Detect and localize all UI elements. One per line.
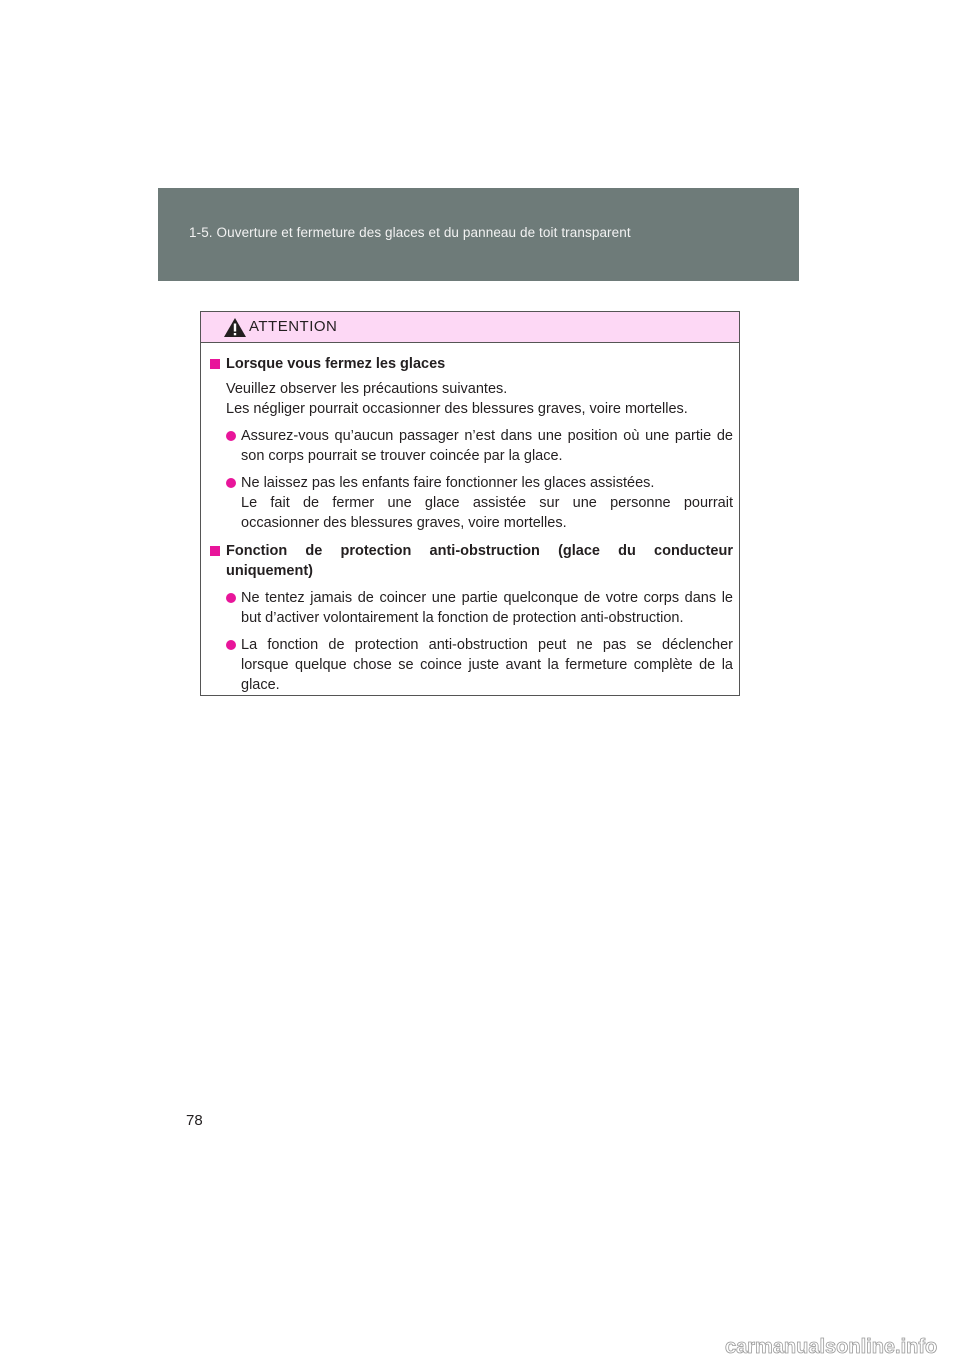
warning-icon [224, 318, 246, 337]
bullet-line: but d’activer volontairement la fonction de protection anti-obstruction. [241, 610, 684, 626]
bullet-line: Assurez-vous qu’aucun passager n’est dans une position où une partie de [241, 428, 733, 444]
list-item [226, 588, 733, 628]
section-intro [226, 379, 733, 419]
list-item [226, 473, 733, 533]
intro-line: Veuillez observer les précautions suivantes. [226, 381, 508, 397]
section-header-band [158, 188, 799, 281]
watermark-logo [725, 1335, 957, 1357]
bullet-line: Le fait de fermer une glace assistée sur une personne pourrait [241, 495, 733, 511]
svg-text:carmanualsonline.info: carmanualsonline.info [725, 1336, 938, 1357]
bullet-line: Ne tentez jamais de coincer une partie quelconque de votre corps dans le [241, 590, 733, 606]
warning-section-closing-windows [210, 354, 733, 533]
section-title-anti-obstruction-cont: uniquement) [226, 563, 313, 579]
bullet-line: Ne laissez pas les enfants faire fonctionner les glaces assistées. [241, 475, 655, 491]
bullet-line: lorsque quelque chose se coince juste avant la fermeture complète de la [241, 657, 733, 673]
page-number: 78 [186, 1112, 203, 1129]
warning-body [201, 343, 739, 695]
section-square-icon [210, 359, 220, 369]
bullet-line: occasionner des blessures graves, voire mortelles. [241, 515, 567, 531]
section-title: 1-5. Ouverture et fermeture des glaces et du panneau de toit transparent [189, 225, 631, 240]
warning-title: ATTENTION [249, 318, 338, 335]
bullet-dot-icon [226, 593, 236, 603]
warning-box [200, 311, 740, 696]
section-title-closing-windows: Lorsque vous fermez les glaces [226, 356, 446, 372]
section-square-icon [210, 546, 220, 556]
intro-line: Les négliger pourrait occasionner des blessures graves, voire mortelles. [226, 401, 688, 417]
bullet-line: La fonction de protection anti-obstruction peut ne pas se déclencher [241, 637, 733, 653]
bullet-line: son corps pourrait se trouver coincée par la glace. [241, 448, 563, 464]
bullet-dot-icon [226, 640, 236, 650]
list-item [226, 635, 733, 695]
bullet-line: glace. [241, 677, 280, 693]
section-title-anti-obstruction: Fonction de protection anti-obstruction (glace du conducteur [226, 543, 733, 559]
warning-section-anti-obstruction [210, 541, 733, 695]
bullet-dot-icon [226, 478, 236, 488]
warning-header [201, 312, 739, 343]
bullet-dot-icon [226, 431, 236, 441]
list-item [226, 426, 733, 466]
